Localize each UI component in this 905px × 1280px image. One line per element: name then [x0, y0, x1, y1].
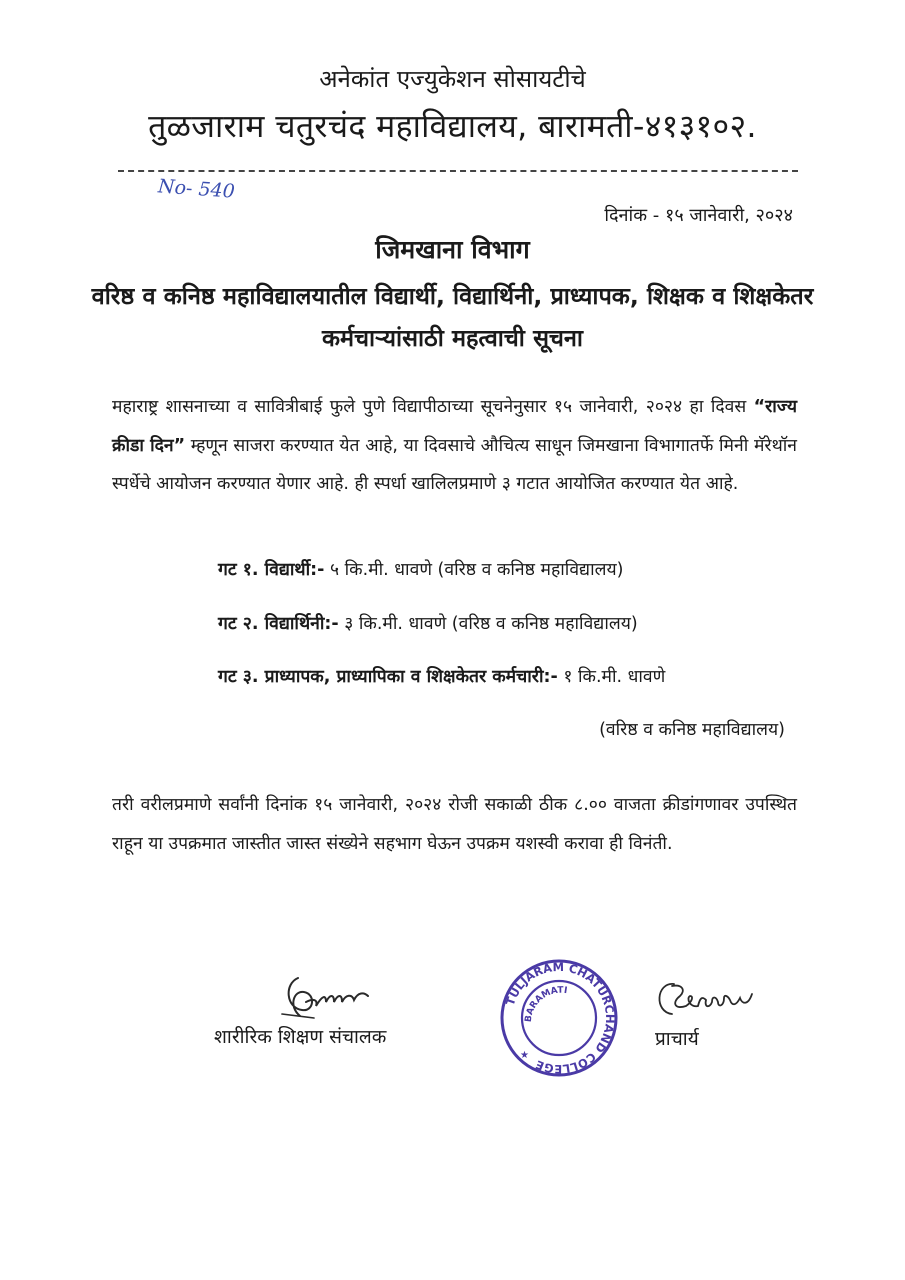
group-1-label: गट १. विद्यार्थी:- [218, 560, 325, 580]
college-name: तुळजाराम चतुरचंद महाविद्यालय, बारामती-४१३१०२. [148, 107, 757, 145]
college-seal [499, 958, 619, 1078]
body-paragraph-1 [112, 388, 797, 504]
reference-number: No- 540 [157, 175, 236, 203]
department-title: जिमखाना विभाग [375, 235, 530, 264]
notice-date: दिनांक - १५ जानेवारी, २०२४ [604, 205, 793, 226]
director-signature [280, 972, 380, 1024]
group-1-text: ५ कि.मी. धावणे (वरिष्ठ व कनिष्ठ महाविद्यालय) [324, 560, 624, 580]
seal-star-icon: ★ [520, 1050, 529, 1061]
group-2-label: गट २. विद्यार्थिनी:- [218, 614, 339, 634]
para1-text-b: म्हणून साजरा करण्यात येत आहे, या दिवसाचे औचित्य साधून जिमखाना विभागातर्फे मिनी मॅरेथॉन स्पर्धेचे आयोजन करण्यात येणार आहे. ही स्पर्धा खालिलप्रमाणे ३ गटात आयोजित करण्यात येत आहे. [112, 435, 798, 494]
seal-inner-text: BARAMATI [523, 985, 568, 1023]
group-3-continuation: (वरिष्ठ व कनिष्ठ महाविद्यालय) [599, 720, 785, 740]
principal-signature [652, 976, 762, 1022]
body-paragraph-2: तरी वरीलप्रमाणे सर्वांनी दिनांक १५ जानेवारी, २०२४ रोजी सकाळी ठीक ८.०० वाजता क्रीडांगणावर उपस्थित राहून या उपक्रमात जास्तीत जास्त संख्येने सहभाग घेऊन उपक्रम यशस्वी करावा ही विनंती. [112, 795, 797, 854]
group-3-text: १ कि.मी. धावणे [557, 667, 666, 687]
director-title: शारीरिक शिक्षण संचालक [214, 1026, 387, 1048]
group-2-text: ३ कि.मी. धावणे (वरिष्ठ व कनिष्ठ महाविद्यालय) [338, 614, 638, 634]
group-3-label: गट ३. प्राध्यापक, प्राध्यापिका व शिक्षकेतर कर्मचारी:- [218, 667, 558, 687]
group-1-item [218, 557, 623, 581]
header-divider [118, 170, 798, 172]
notice-subject: वरिष्ठ व कनिष्ठ महाविद्यालयातील विद्यार्थी, विद्यार्थिनी, प्राध्यापक, शिक्षक व शिक्षकेतर कर्मचाऱ्यांसाठी महत्वाची सूचना [91, 282, 814, 352]
para1-text-a: महाराष्ट्र शासनाच्या व सावित्रीबाई फुले पुणे विद्यापीठाच्या सूचनेनुसार १५ जानेवारी, २०२४ हा दिवस [112, 397, 754, 417]
principal-title: प्राचार्य [655, 1028, 699, 1050]
state-sports-day-quote: “राज्य क्रीडा दिन” [112, 397, 797, 456]
society-name: अनेकांत एज्युकेशन सोसायटीचे [319, 65, 586, 93]
seal-outer-text: TULJARAM CHATURCHAND COLLEGE [502, 959, 618, 1077]
group-2-item [218, 611, 638, 635]
group-3-item [218, 664, 665, 688]
